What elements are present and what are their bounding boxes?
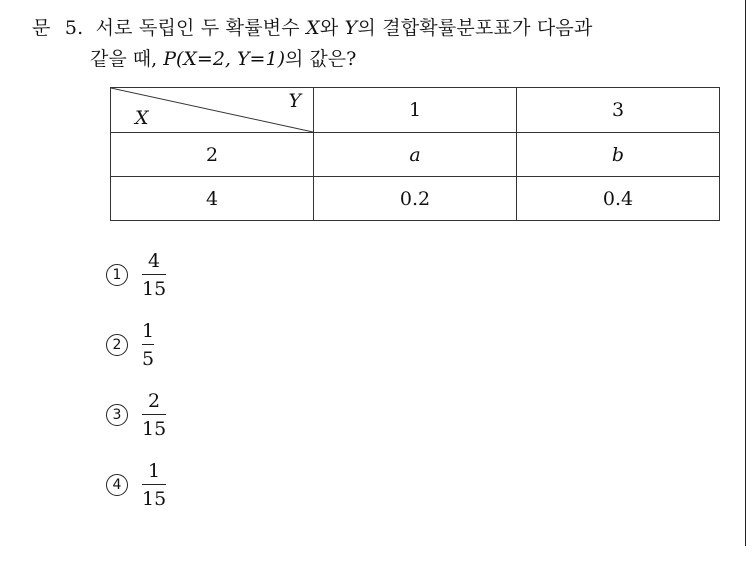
corner-label-y: Y [288,90,301,112]
denominator: 15 [142,278,167,300]
fraction-bar [142,484,166,485]
question-line-1 [32,13,593,40]
question-particle: 와 [319,17,339,39]
table-row [111,177,720,221]
fraction [142,460,166,510]
circled-number-marker: 4 [106,474,128,496]
row-header: 4 [111,177,314,221]
fraction [142,250,166,300]
numerator: 1 [142,320,155,342]
answer-option-2[interactable] [106,320,154,370]
table-cell: 0.2 [314,177,517,221]
circled-number-marker: 1 [106,264,128,286]
column-header: 1 [314,88,517,133]
question-text-rest: 의 결합확률분포표가 다음과 [357,17,593,39]
question-line2-lead: 같을 때, [90,48,158,70]
variable-y: Y [344,17,358,39]
column-header: 3 [517,88,720,133]
numerator: 2 [148,390,161,412]
page-column-rule [745,0,746,546]
question-number: 5. [64,17,84,39]
probability-expression: P(X=2, Y=1) [163,48,285,70]
circled-number-marker: 2 [106,334,128,356]
table-cell: a [314,133,517,177]
table-cell: 0.4 [517,177,720,221]
row-header: 2 [111,133,314,177]
denominator: 15 [142,418,167,440]
table-header-row [111,88,720,133]
question-line-2 [90,44,356,71]
denominator: 15 [142,488,167,510]
table-cell: b [517,133,720,177]
question-text-part: 서로 독립인 두 확률변수 [95,17,300,39]
answer-option-1[interactable] [106,250,166,300]
fraction-bar [142,274,166,275]
numerator: 1 [148,460,161,482]
question-prefix: 문 [32,17,51,39]
numerator: 4 [148,250,161,272]
table-corner-cell [111,88,314,133]
joint-distribution-table [110,87,720,221]
answer-option-3[interactable] [106,390,166,440]
fraction-bar [142,344,154,345]
table-row [111,133,720,177]
fraction [142,320,154,370]
corner-label-x: X [135,107,149,129]
circled-number-marker: 3 [106,404,128,426]
fraction [142,390,166,440]
fraction-bar [142,414,166,415]
variable-x: X [306,17,320,39]
answer-option-4[interactable] [106,460,166,510]
question-line2-tail: 의 값은? [284,48,357,70]
denominator: 5 [142,348,155,370]
